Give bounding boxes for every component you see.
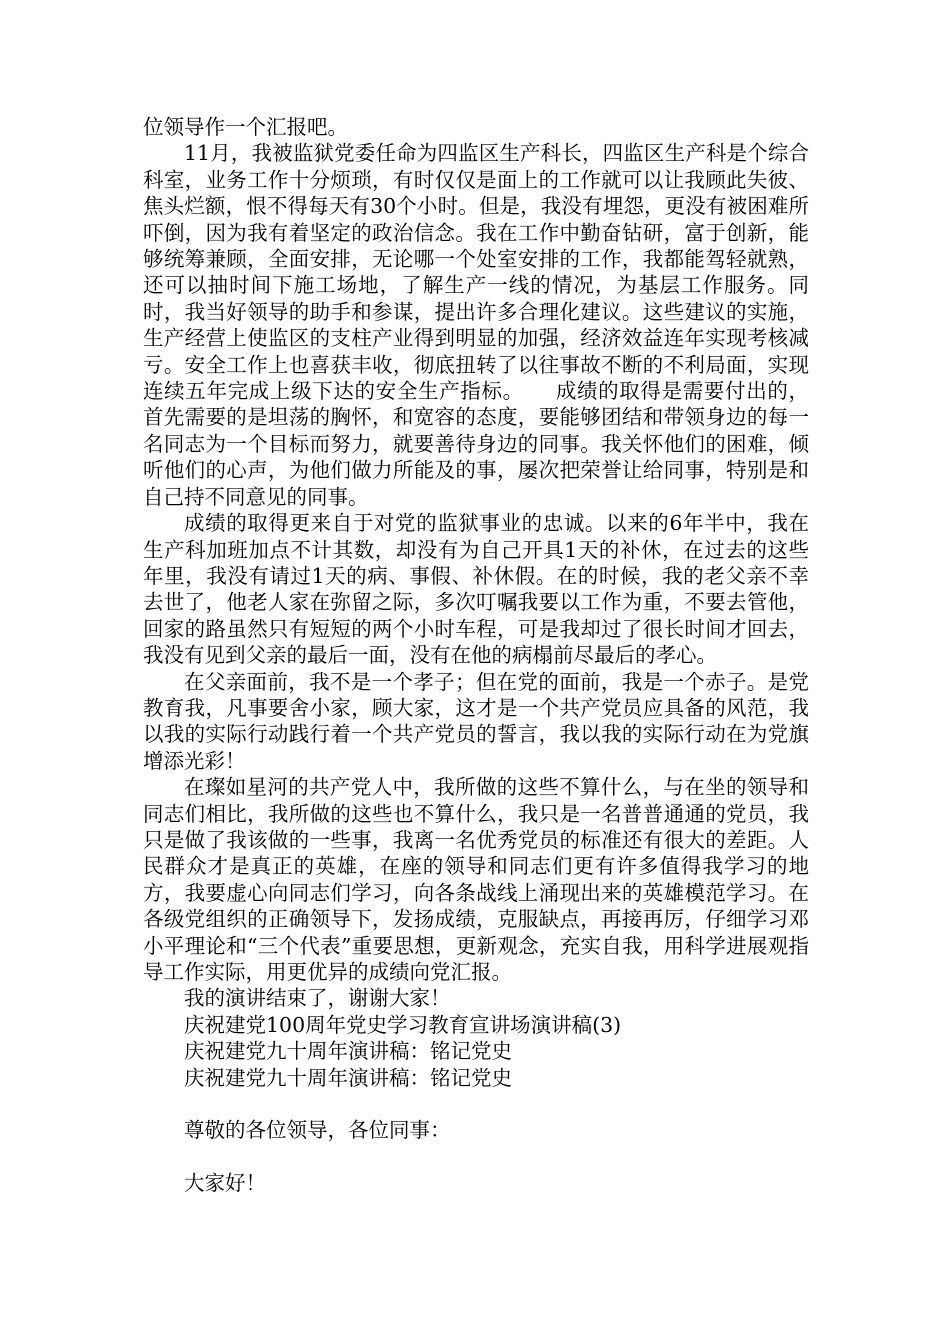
blank-line [143, 1091, 809, 1117]
blank-line [143, 1144, 809, 1170]
paragraph-production-chief: 11月，我被监狱党委任命为四监区生产科长，四监区生产科是个综合科室，业务工作十分烦琐，有时仅仅是面上的工作就可以让我顾此失彼、焦头烂额，恨不得每天有30个小时。但是，我没有埋怨，更没有被困难所吓倒，因为我有着坚定的政治信念。我在工作中勤奋钻研，富于创新，能够统筹兼顾，全面安排，无论哪一个处室安排的工作，我都能驾轻就熟，还可以抽时间下施工场地，了解生产一线的情况，为基层工作服务。同时，我当好领导的助手和参谋，提出许多合理化建议。这些建议的实施，生产经营上使监区的支柱产业得到明显的加强，经济效益连年实现考核减亏。安全工作上也喜获丰收，彻底扭转了以往事故不断的不利局面，实现连续五年完成上级下达的安全生产指标。 成绩的取得是需要付出的，首先需要的是坦荡的胸怀，和宽容的态度，要能够团结和带领身边的每一名同志为一个目标而努力，就要善待身边的同事。我关怀他们的困难，倾听他们的心声，为他们做力所能及的事，屡次把荣誉让给同事，特别是和自己持不同意见的同事。 [143, 141, 809, 509]
greeting: 大家好！ [184, 1171, 266, 1196]
paragraph-closing: 我的演讲结束了，谢谢大家！ [184, 986, 451, 1011]
section-heading-3: 庆祝建党100周年党史学习教育宣讲场演讲稿(3) [184, 1012, 622, 1037]
paragraph-father: 在父亲面前，我不是一个孝子；但在党的面前，我是一个赤子。是党教育我，凡事要舍小家，顾大家，这才是一个共产党员应具备的风范，我以我的实际行动践行着一个共产党员的誓言，我以我的实际行动在为党旗增添光彩！ [143, 669, 809, 773]
speech-title-1: 庆祝建党九十周年演讲稿：铭记党史 [184, 1039, 512, 1064]
speech-title-2: 庆祝建党九十周年演讲稿：铭记党史 [184, 1065, 512, 1090]
document-page [143, 114, 809, 1197]
paragraph-intro-tail: 位领导作一个汇报吧。 [143, 115, 348, 139]
paragraph-loyalty: 成绩的取得更来自于对党的监狱事业的忠诚。以来的6年半中，我在生产科加班加点不计其数，却没有为自己开具1天的补休，在过去的这些年里，我没有请过1天的病、事假、补休假。在的时候，我的老父亲不幸去世了，他老人家在弥留之际，多次叮嘱我要以工作为重，不要去管他，回家的路虽然只有短短的两个小时车程，可是我却过了很长时间才回去，我没有见到父亲的最后一面，没有在他的病榻前尽最后的孝心。 [143, 511, 809, 668]
salutation: 尊敬的各位领导，各位同事： [184, 1118, 451, 1143]
paragraph-humility: 在璨如星河的共产党人中，我所做的这些不算什么，与在坐的领导和同志们相比，我所做的这些也不算什么，我只是一名普普通通的党员，我只是做了我该做的一些事，我离一名优秀党员的标准还有很大的差距。人民群众才是真正的英雄，在座的领导和同志们更有许多值得我学习的地方，我要虚心向同志们学习，向各条战线上涌现出来的英雄模范学习。在各级党组织的正确领导下，发扬成绩，克服缺点，再接再厉，仔细学习邓小平理论和“三个代表”重要思想，更新观念，充实自我，用科学进展观指导工作实际，用更优异的成绩向党汇报。 [143, 775, 809, 984]
